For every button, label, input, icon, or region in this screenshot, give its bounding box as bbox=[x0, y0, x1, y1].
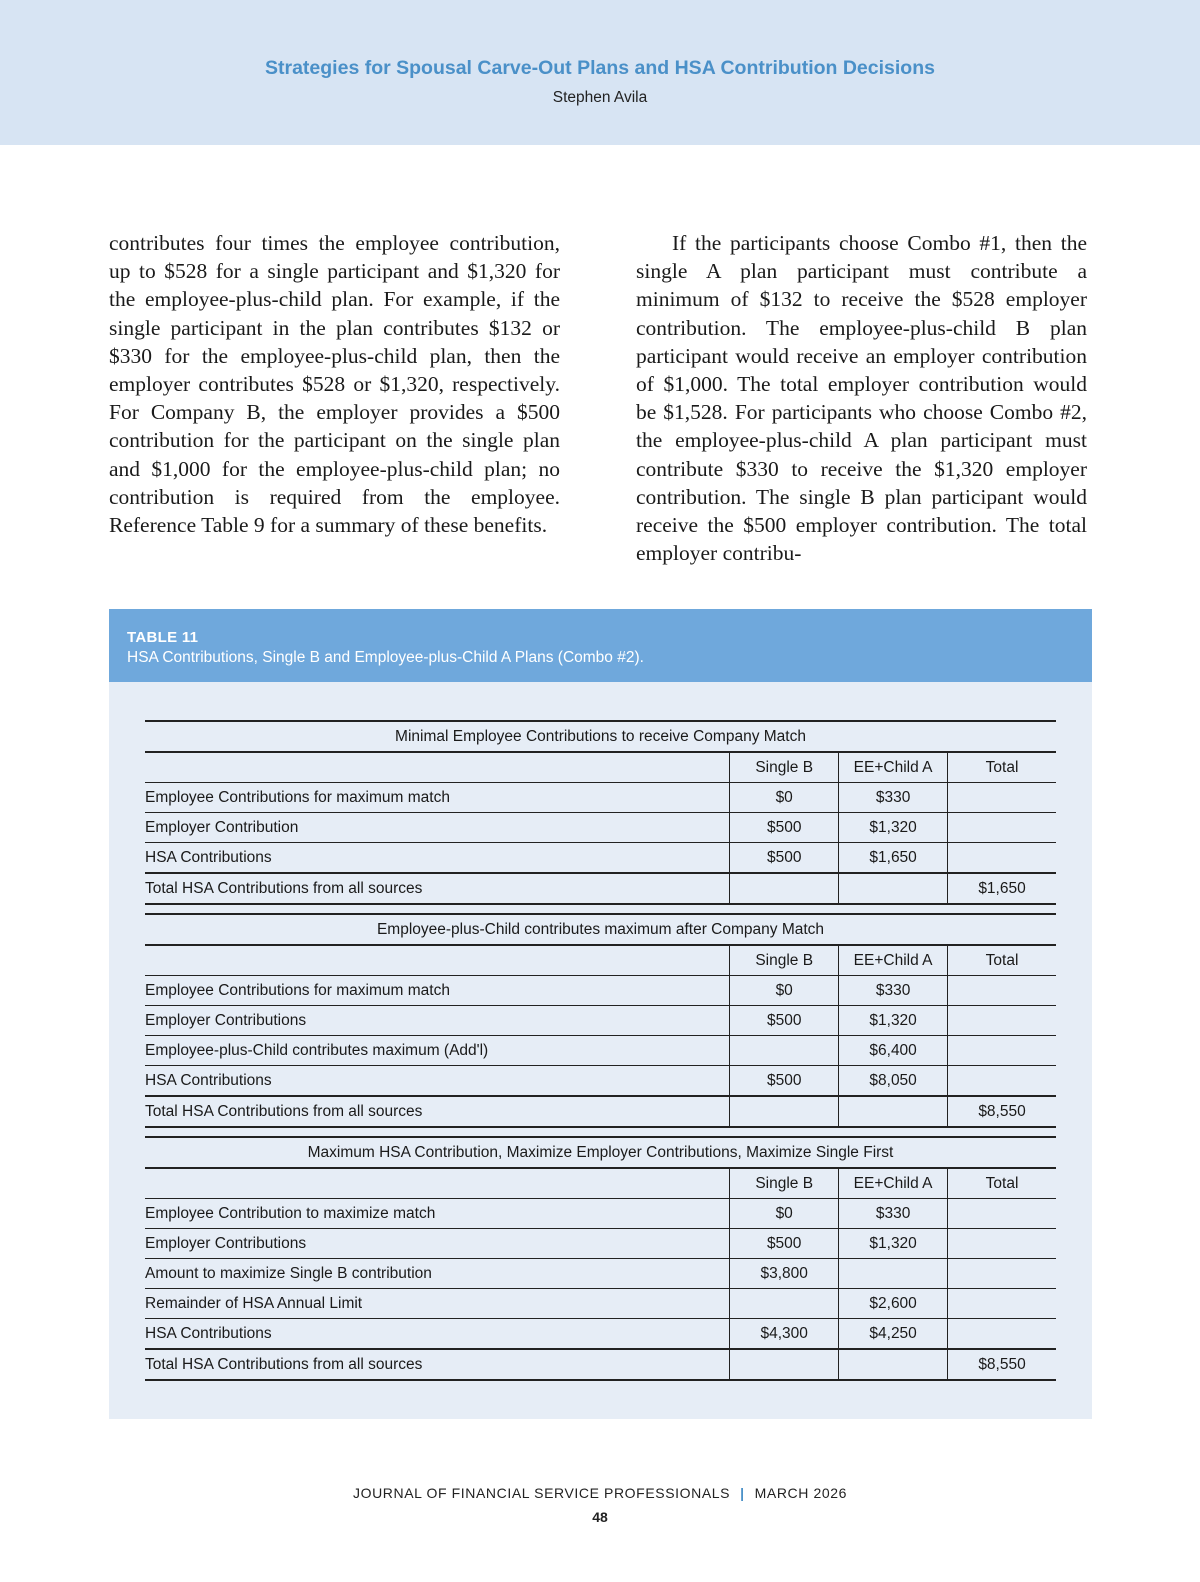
cell-single-b: $3,800 bbox=[730, 1259, 839, 1289]
cell-single-b bbox=[730, 873, 839, 904]
section-title: Maximum HSA Contribution, Maximize Employer Contributions, Maximize Single First bbox=[145, 1137, 1056, 1168]
row-label: Employee Contributions for maximum match bbox=[145, 783, 730, 813]
table-caption bbox=[109, 609, 1092, 682]
table-row bbox=[145, 1289, 1056, 1319]
body-paragraph: contributes four times the employee contribution, up to $528 for a single participant and $1,320 for the employee-plus-child plan. For example, if the single participant in the plan contributes $132 or $330 for the employee-plus-child plan, then the employer contributes $528 or $1,320, respectively. For Company B, the employer provides a $500 contribution for the participant on the single plan and $1,000 for the employee-plus-child plan; no contribution is required from the employee. Reference Table 9 for a summary of these benefits. bbox=[109, 231, 560, 538]
cell-single-b: $500 bbox=[730, 1006, 839, 1036]
article-title: Strategies for Spousal Carve-Out Plans and HSA Contribution Decisions bbox=[265, 57, 935, 79]
cell-single-b bbox=[730, 1289, 839, 1319]
cell-total: $1,650 bbox=[948, 873, 1056, 904]
cell-total bbox=[948, 1036, 1056, 1066]
table-section-employee-plus-child-maximum bbox=[145, 913, 1056, 1128]
cell-single-b: $500 bbox=[730, 813, 839, 843]
footer-journal-line bbox=[0, 1485, 1200, 1501]
col-header-single-b: Single B bbox=[730, 1168, 839, 1199]
section-title: Employee-plus-Child contributes maximum after Company Match bbox=[145, 914, 1056, 945]
table-row bbox=[145, 843, 1056, 874]
row-label: Employee Contributions for maximum match bbox=[145, 976, 730, 1006]
row-label: Amount to maximize Single B contribution bbox=[145, 1259, 730, 1289]
cell-ee-child-a: $6,400 bbox=[839, 1036, 948, 1066]
cell-total bbox=[948, 1229, 1056, 1259]
cell-single-b bbox=[730, 1096, 839, 1127]
table-row bbox=[145, 813, 1056, 843]
table-row bbox=[145, 1259, 1056, 1289]
article-author: Stephen Avila bbox=[552, 89, 648, 106]
cell-ee-child-a: $4,250 bbox=[839, 1319, 948, 1350]
column-header-row bbox=[145, 1168, 1056, 1199]
table-number: TABLE 11 bbox=[127, 629, 199, 646]
cell-ee-child-a bbox=[839, 873, 948, 904]
col-header-single-b: Single B bbox=[730, 945, 839, 976]
row-label: Employee-plus-Child contributes maximum (Add'l) bbox=[145, 1036, 730, 1066]
col-header-ee-child-a: EE+Child A bbox=[839, 1168, 948, 1199]
cell-ee-child-a: $1,320 bbox=[839, 1006, 948, 1036]
cell-ee-child-a: $8,050 bbox=[839, 1066, 948, 1097]
row-label: Remainder of HSA Annual Limit bbox=[145, 1289, 730, 1319]
cell-single-b: $500 bbox=[730, 1229, 839, 1259]
row-label: Employee Contribution to maximize match bbox=[145, 1199, 730, 1229]
row-label: Employer Contributions bbox=[145, 1229, 730, 1259]
cell-total bbox=[948, 1289, 1056, 1319]
table-row bbox=[145, 1036, 1056, 1066]
page-number: 48 bbox=[592, 1509, 608, 1525]
footer-separator: | bbox=[740, 1485, 745, 1501]
cell-single-b: $0 bbox=[730, 783, 839, 813]
body-column-left bbox=[109, 229, 560, 539]
cell-total: $8,550 bbox=[948, 1349, 1056, 1380]
row-label: Employer Contributions bbox=[145, 1006, 730, 1036]
cell-ee-child-a bbox=[839, 1349, 948, 1380]
cell-single-b bbox=[730, 1036, 839, 1066]
column-header-row bbox=[145, 752, 1056, 783]
table-row-total bbox=[145, 1349, 1056, 1380]
cell-total bbox=[948, 1259, 1056, 1289]
col-header-ee-child-a: EE+Child A bbox=[839, 945, 948, 976]
cell-single-b: $4,300 bbox=[730, 1319, 839, 1350]
body-column-right bbox=[636, 229, 1087, 567]
col-header-single-b: Single B bbox=[730, 752, 839, 783]
table-section-minimal-contributions bbox=[145, 720, 1056, 905]
cell-total: $8,550 bbox=[948, 1096, 1056, 1127]
table-row-total bbox=[145, 873, 1056, 904]
row-label: HSA Contributions bbox=[145, 843, 730, 874]
cell-single-b: $0 bbox=[730, 1199, 839, 1229]
row-label: Total HSA Contributions from all sources bbox=[145, 873, 730, 904]
header-band bbox=[0, 0, 1200, 145]
body-paragraph: If the participants choose Combo #1, then the single A plan participant must contribute a minimum of $132 to receive the $528 employer contribution. The employee-plus-child B plan participant would receive an employer contribution of $1,000. The total employer contribution would be $1,528. For participants who choose Combo #2, the employee-plus-child A plan participant must contribute $330 to receive the $1,320 employer contribution. The single B plan participant would receive the $500 employer contribution. The total employer contribu- bbox=[636, 231, 1087, 566]
col-header-total: Total bbox=[948, 945, 1056, 976]
row-label: Total HSA Contributions from all sources bbox=[145, 1096, 730, 1127]
cell-ee-child-a bbox=[839, 1096, 948, 1127]
table-row bbox=[145, 976, 1056, 1006]
section-title: Minimal Employee Contributions to receive Company Match bbox=[145, 721, 1056, 752]
cell-total bbox=[948, 1199, 1056, 1229]
table-row-total bbox=[145, 1096, 1056, 1127]
table-title: HSA Contributions, Single B and Employee-plus-Child A Plans (Combo #2). bbox=[127, 649, 644, 666]
table-section-maximum-hsa-contribution bbox=[145, 1136, 1056, 1381]
cell-total bbox=[948, 976, 1056, 1006]
cell-total bbox=[948, 1319, 1056, 1350]
cell-single-b bbox=[730, 1349, 839, 1380]
cell-ee-child-a: $330 bbox=[839, 1199, 948, 1229]
row-label: Employer Contribution bbox=[145, 813, 730, 843]
table-row bbox=[145, 1199, 1056, 1229]
table-row bbox=[145, 1229, 1056, 1259]
row-label: HSA Contributions bbox=[145, 1066, 730, 1097]
table-row bbox=[145, 1319, 1056, 1350]
cell-total bbox=[948, 843, 1056, 874]
cell-total bbox=[948, 813, 1056, 843]
cell-total bbox=[948, 1006, 1056, 1036]
footer-date: MARCH 2026 bbox=[754, 1485, 847, 1501]
cell-single-b: $500 bbox=[730, 843, 839, 874]
cell-ee-child-a: $330 bbox=[839, 783, 948, 813]
table-row bbox=[145, 783, 1056, 813]
col-header-total: Total bbox=[948, 752, 1056, 783]
footer-journal-name: JOURNAL OF FINANCIAL SERVICE PROFESSIONALS bbox=[353, 1485, 731, 1501]
cell-single-b: $0 bbox=[730, 976, 839, 1006]
table-row bbox=[145, 1066, 1056, 1097]
cell-single-b: $500 bbox=[730, 1066, 839, 1097]
cell-total bbox=[948, 783, 1056, 813]
col-header-total: Total bbox=[948, 1168, 1056, 1199]
column-header-row bbox=[145, 945, 1056, 976]
cell-ee-child-a: $330 bbox=[839, 976, 948, 1006]
table-row bbox=[145, 1006, 1056, 1036]
cell-ee-child-a: $1,320 bbox=[839, 813, 948, 843]
cell-total bbox=[948, 1066, 1056, 1097]
row-label: HSA Contributions bbox=[145, 1319, 730, 1350]
cell-ee-child-a bbox=[839, 1259, 948, 1289]
row-label: Total HSA Contributions from all sources bbox=[145, 1349, 730, 1380]
cell-ee-child-a: $1,320 bbox=[839, 1229, 948, 1259]
cell-ee-child-a: $1,650 bbox=[839, 843, 948, 874]
col-header-ee-child-a: EE+Child A bbox=[839, 752, 948, 783]
cell-ee-child-a: $2,600 bbox=[839, 1289, 948, 1319]
